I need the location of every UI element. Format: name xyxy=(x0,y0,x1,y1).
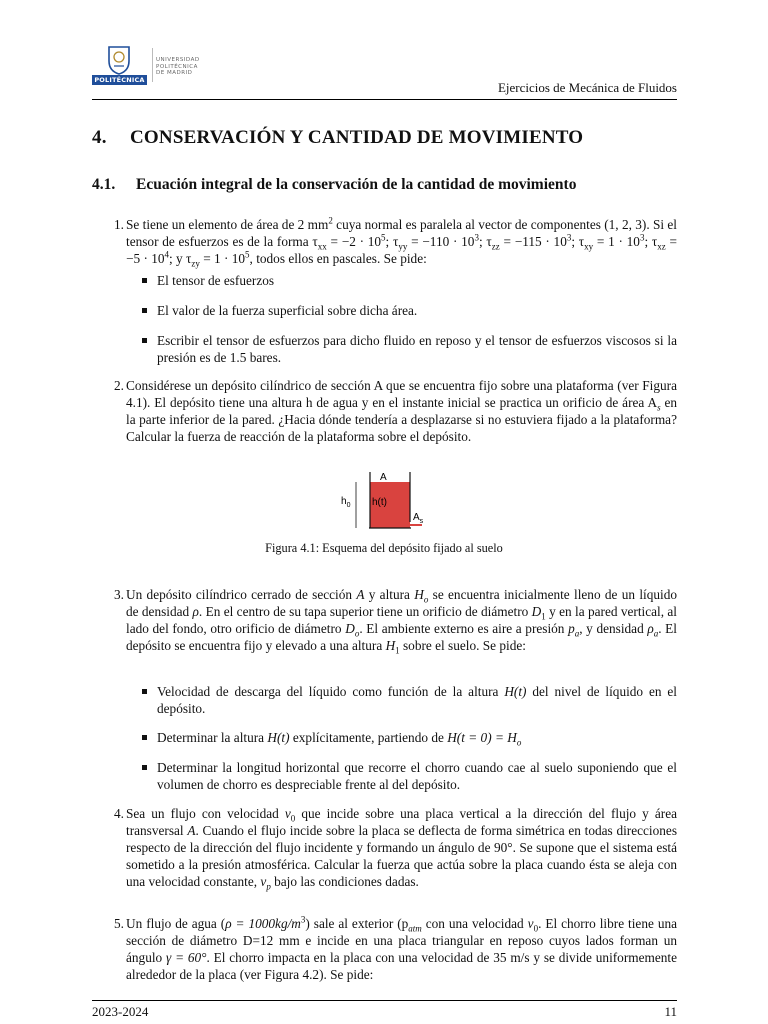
problem-1-bullet-1: El tensor de esfuerzos xyxy=(142,272,677,289)
bullet-marker xyxy=(142,689,147,694)
chapter-heading xyxy=(92,127,583,149)
problem-text: Considérese un depósito cilíndrico de sección A que se encuentra fijo sobre una plataforma (ver Figura 4.1). El depósito tiene una altura h de agua y en el instante inicial se practica un orificio de área $A_s$ en la parte inferior de la pared. ¿Hacia dónde tendería a desplazarse si no estuviera fijado a la plataforma? Calcular la fuerza de reacción de la plataforma sobre el depósito. xyxy=(126,378,678,444)
header-rule xyxy=(92,99,677,100)
problem-number: 5. xyxy=(114,916,124,931)
logo-badge: POLITÉCNICA xyxy=(92,75,147,85)
problem-1 xyxy=(104,216,677,267)
bullet-marker xyxy=(142,338,147,343)
problem-5 xyxy=(104,915,677,983)
figure-4-1 xyxy=(340,470,430,532)
footer-year: 2023-2024 xyxy=(92,1004,149,1019)
problem-text: Sea un flujo con velocidad $v_0$ que incide sobre una placa vertical a la dirección del flujo y área transversal A. Cuando el flujo incide sobre la placa se deflecta de forma simétrica en todas direcciones respecto de la dirección del flujo incidente y formando un ángulo de 90°. Se supone que el sistema está sometido a la presión atmosférica. Calcular la fuerza que actúa sobre la placa cuando ésta se aleja con una velocidad constante, $v_p$ bajo las condiciones dadas. xyxy=(126,806,678,892)
figure-caption: Figura 4.1: Esquema del depósito fijado al suelo xyxy=(265,541,503,555)
bullet-marker xyxy=(142,735,147,740)
problem-1-bullet-2: El valor de la fuerza superficial sobre dicha área. xyxy=(142,302,677,319)
page-number: 11 xyxy=(664,1004,677,1019)
logo-university-text: UNIVERSIDAD POLITÉCNICA DE MADRID xyxy=(156,57,200,76)
footer-rule xyxy=(92,1000,677,1001)
section-heading xyxy=(92,176,576,194)
problem-3-bullet-3: Determinar la longitud horizontal que recorre el chorro cuando cae al suelo suponiendo que el volumen de chorro es despreciable frente al del depósito. xyxy=(142,759,677,793)
problem-4 xyxy=(104,805,677,890)
label-ht: h(t) xyxy=(372,497,387,508)
label-As: $A_s$ xyxy=(413,512,424,525)
problem-text: Un depósito cilíndrico cerrado de sección A y altura $H_o$ se encuentra inicialmente lleno de un líquido de densidad ρ. En el centro de su tapa superior tiene un orificio de diámetro $D_1$ y en la pared vertical, al lado del fondo, otro orificio de diámetro $D_o$. El ambiente externo es aire a presión $p_a$, y densidad $\rho_a$. El depósito se encuentra fijo y elevado a una altura $H_1$ sobre el suelo. Se pide: xyxy=(126,587,677,656)
problem-text: Un flujo de agua $(\rho = 1000kg/m^3)$ sale al exterior ($p_{atm}$ con una velocidad $v_0$. El chorro libre tiene una sección de diámetro D=12 mm e incide en una placa triangular en reposo cuyos lados forman un ángulo γ = 60°. El chorro impacta en la placa con una velocidad de 35 m/s y se divide uniformemente alrededor de la placa (ver Figura 4.2). Se pide: xyxy=(126,914,678,982)
problem-2 xyxy=(104,377,677,445)
logo-divider xyxy=(152,48,153,82)
chapter-number: 4. xyxy=(92,127,107,148)
problem-number: 1. xyxy=(114,217,124,232)
problem-3 xyxy=(104,586,677,654)
tank-diagram xyxy=(340,470,430,532)
section-number: 4.1. xyxy=(92,176,116,193)
problem-3-bullet-2: Determinar la altura H(t) explícitamente, partiendo de $H(t = 0) = H_o$ xyxy=(142,729,677,746)
bullet-marker xyxy=(142,765,147,770)
problem-3-bullet-1: Velocidad de descarga del líquido como función de la altura H(t) del nivel de líquido en el depósito. xyxy=(142,683,677,717)
shield-icon xyxy=(106,45,132,75)
section-title: Ecuación integral de la conservación de la cantidad de movimiento xyxy=(136,176,577,193)
bullet-marker xyxy=(142,278,147,283)
running-title: Ejercicios de Mecánica de Fluidos xyxy=(497,80,677,95)
problem-text: Se tiene un elemento de área de 2 $mm^2$ cuya normal es paralela al vector de componentes (1, 2, 3). Si el tensor de esfuerzos es de la forma $\tau_{xx} = -2 \cdot 10^5$; $\tau_{yy} = -110 \cdot 10^3$; $\tau_{zz} = -115 \cdot 10^3$; $\tau_{xy} = 1 \cdot 10^3$; $\tau_{xz} = -5 \cdot 10^4$; y $\tau_{zy} = 1 \cdot 10^5$, todos ellos en pascales. Se pide: xyxy=(126,215,677,269)
upm-logo xyxy=(92,44,212,88)
problem-number: 3. xyxy=(114,587,124,602)
problem-number: 2. xyxy=(114,378,124,393)
page-header xyxy=(92,44,677,100)
chapter-title: CONSERVACIÓN Y CANTIDAD DE MOVIMIENTO xyxy=(130,127,584,148)
label-h0: $h_0$ xyxy=(341,496,351,509)
bullet-marker xyxy=(142,308,147,313)
problem-1-bullet-3: Escribir el tensor de esfuerzos para dicho fluido en reposo y el tensor de esfuerzos viscosos si la presión es de 1.5 bares. xyxy=(142,332,677,366)
label-area-A: A xyxy=(380,472,387,483)
problem-number: 4. xyxy=(114,806,124,821)
